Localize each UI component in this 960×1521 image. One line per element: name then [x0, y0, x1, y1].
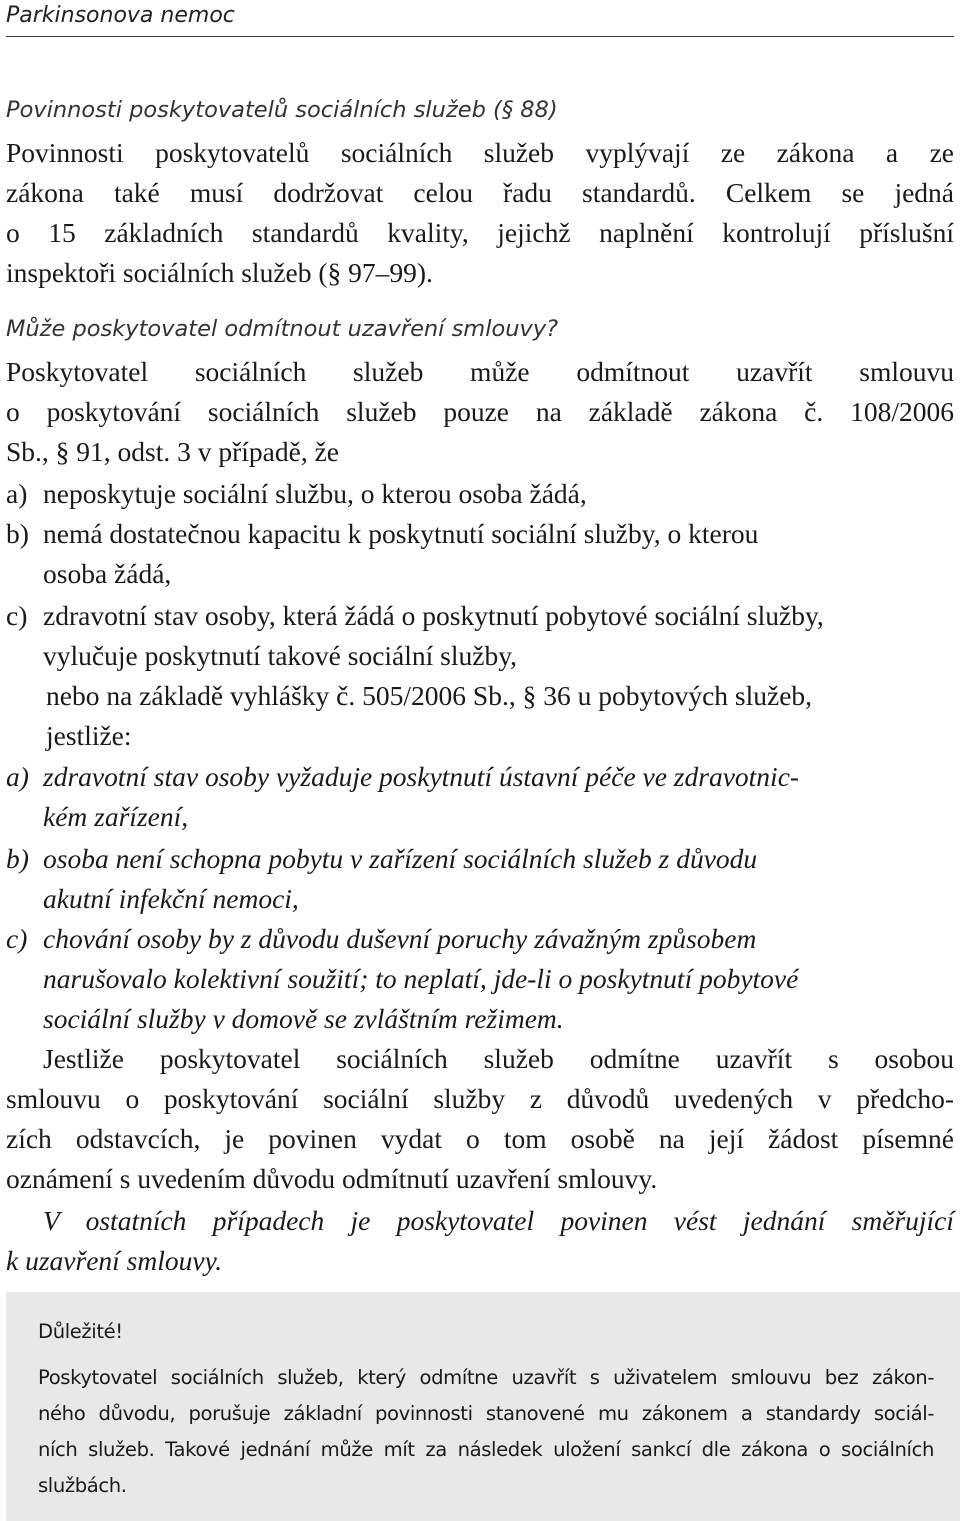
sublist-text-continued: narušovalo kolektivní soužití; to neplatí, jde-li o poskytnutí pobytové — [43, 963, 799, 994]
sublist-label: b) — [6, 843, 29, 874]
text-line: zákona také musí dodržovat celou řadu standardů. Celkem se jedná — [6, 177, 954, 208]
sublist-text: osoba není schopna pobytu v zařízení sociálních služeb z důvodu — [43, 843, 758, 874]
sublist-item — [6, 757, 954, 797]
paragraph-line: zích odstavcích, je povinen vydat o tom osobě na její žádost písemné — [6, 1123, 954, 1154]
paragraph-line: Jestliže poskytovatel sociálních služeb odmítne uzavřít s osobou — [43, 1043, 954, 1074]
running-title: Parkinsonova nemoc — [6, 3, 235, 28]
sublist-text-continued: akutní infekční nemoci, — [43, 883, 299, 914]
important-text-line: ného důvodu, porušuje základní povinnosti stanovené mu zákonem a standardy sociál- — [38, 1402, 934, 1425]
important-box — [6, 1292, 960, 1521]
list-text: zdravotní stav osoby, která žádá o poskytnutí pobytové sociální služby, — [43, 600, 824, 631]
running-header — [6, 0, 954, 37]
important-title: Důležité! — [38, 1320, 123, 1343]
section-heading: Povinnosti poskytovatelů sociálních služeb (§ 88) — [6, 97, 558, 123]
sublist-text-continued: sociální služby v domově se zvláštním režimem. — [43, 1003, 564, 1034]
list-text-continued: vylučuje poskytnutí takové sociální služby, — [43, 640, 518, 671]
list-text-continued: nebo na základě vyhlášky č. 505/2006 Sb., § 36 u pobytových služeb, — [46, 680, 813, 711]
list-item — [6, 474, 954, 514]
paragraph-line: oznámení s uvedením důvodu odmítnutí uzavření smlouvy. — [6, 1163, 658, 1194]
text-line: Sb., § 91, odst. 3 v případě, že — [6, 436, 340, 467]
important-text-line: ních služeb. Takové jednání může mít za následek uložení sankcí dle zákona o sociálních — [38, 1438, 934, 1461]
closing-line: k uzavření smlouvy. — [6, 1245, 223, 1276]
text-line: Poskytovatel sociálních služeb může odmítnout uzavřít smlouvu — [6, 356, 954, 387]
sublist-text-continued: kém zařízení, — [43, 801, 189, 832]
list-text-continued: osoba žádá, — [43, 558, 172, 589]
sublist-text: chování osoby by z důvodu duševní poruchy závažným způsobem — [43, 923, 757, 954]
important-text-line: službách. — [38, 1474, 127, 1497]
important-text-line: Poskytovatel sociálních služeb, který odmítne uzavřít s uživatelem smlouvu bez zákon- — [38, 1366, 934, 1389]
sublist-label: a) — [6, 761, 29, 792]
sublist-label: c) — [6, 923, 28, 954]
list-label: a) — [6, 478, 28, 509]
list-label: c) — [6, 600, 28, 631]
list-text: nemá dostatečnou kapacitu k poskytnutí sociální služby, o kterou — [43, 518, 759, 549]
list-item — [6, 596, 954, 636]
section-heading: Může poskytovatel odmítnout uzavření smlouvy? — [6, 316, 559, 342]
text-line: o poskytování sociálních služeb pouze na základě zákona č. 108/2006 — [6, 396, 954, 427]
sublist-item — [6, 839, 954, 879]
list-text: neposkytuje sociální službu, o kterou osoba žádá, — [43, 478, 587, 509]
text-line: inspektoři sociálních služeb (§ 97–99). — [6, 257, 433, 288]
list-label: b) — [6, 518, 29, 549]
sublist-item — [6, 919, 954, 959]
text-line: o 15 základních standardů kvality, jejichž naplnění kontrolují příslušní — [6, 217, 954, 248]
text-line: Povinnosti poskytovatelů sociálních služeb vyplývají ze zákona a ze — [6, 137, 954, 168]
list-item — [6, 514, 954, 554]
list-text-continued: jestliže: — [46, 720, 132, 751]
paragraph-line: smlouvu o poskytování sociální služby z důvodů uvedených v předcho- — [6, 1083, 954, 1114]
sublist-text: zdravotní stav osoby vyžaduje poskytnutí ústavní péče ve zdravotnic- — [43, 761, 800, 792]
closing-line: V ostatních případech je poskytovatel povinen vést jednání směřující — [43, 1205, 954, 1236]
